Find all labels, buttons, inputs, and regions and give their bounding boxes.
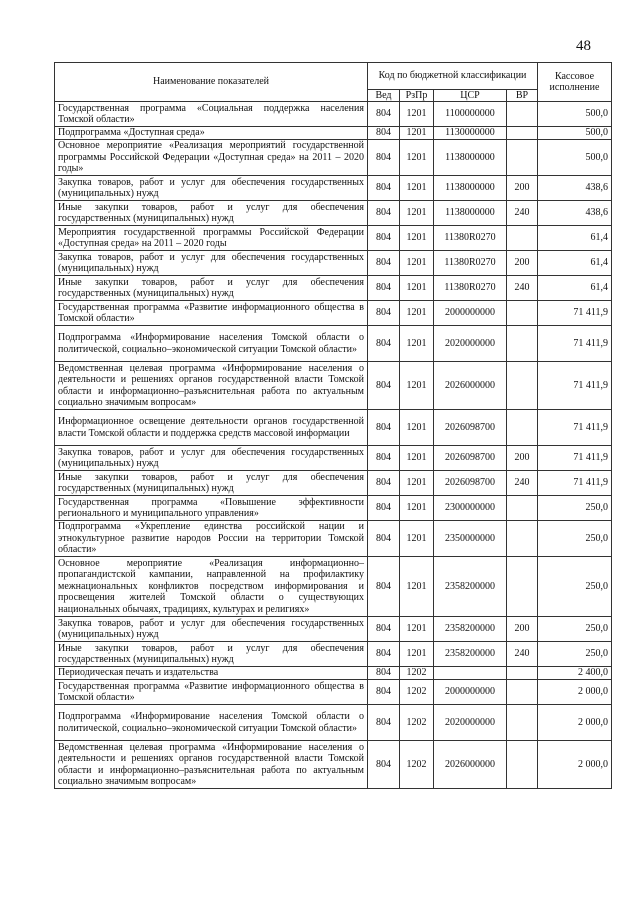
row-cash: 500,0 [538,127,612,140]
row-cash: 500,0 [538,140,612,176]
row-vr [507,301,538,326]
table-row [55,362,612,410]
row-rzpr: 1202 [400,705,434,741]
row-rzpr: 1201 [400,471,434,496]
row-rzpr: 1201 [400,326,434,362]
page-number: 48 [576,38,591,54]
row-cash: 2 400,0 [538,667,612,680]
header-rzpr: РзПр [400,90,434,102]
row-vr: 240 [507,642,538,667]
row-ved: 804 [368,226,400,251]
row-name: Иные закупки товаров, работ и услуг для обеспечения государственных (муниципальных) нужд [55,471,368,496]
row-vr [507,741,538,789]
row-name: Государственная программа «Развитие информационного общества в Томской области» [55,680,368,705]
row-cash: 250,0 [538,557,612,617]
row-vr: 200 [507,446,538,471]
row-cash: 438,6 [538,176,612,201]
row-ved: 804 [368,680,400,705]
table-row [55,140,612,176]
table-row [55,226,612,251]
row-ved: 804 [368,276,400,301]
header-csr: ЦСР [434,90,507,102]
row-csr: 11380R0270 [434,276,507,301]
row-name: Государственная программа «Развитие информационного общества в Томской области» [55,301,368,326]
row-ved: 804 [368,446,400,471]
row-vr [507,680,538,705]
row-rzpr: 1201 [400,301,434,326]
row-name: Закупка товаров, работ и услуг для обеспечения государственных (муниципальных) нужд [55,617,368,642]
row-cash: 438,6 [538,201,612,226]
row-name: Подпрограмма «Информирование населения Томской области о политической, социально–экономической ситуации Томской области» [55,326,368,362]
row-ved: 804 [368,521,400,557]
table-row [55,326,612,362]
header-code-group: Код по бюджетной классификации [368,63,538,90]
row-name: Иные закупки товаров, работ и услуг для обеспечения государственных (муниципальных) нужд [55,276,368,301]
row-ved: 804 [368,251,400,276]
row-name: Основное мероприятие «Реализация мероприятий государственной программы Российской Федерации «Доступная среда» на 2011 – 2020 годы» [55,140,368,176]
row-ved: 804 [368,140,400,176]
row-vr [507,140,538,176]
row-csr: 2358200000 [434,557,507,617]
table-row [55,201,612,226]
row-rzpr: 1201 [400,102,434,127]
row-csr: 2000000000 [434,680,507,705]
row-cash: 71 411,9 [538,410,612,446]
row-ved: 804 [368,741,400,789]
row-csr: 2300000000 [434,496,507,521]
row-cash: 250,0 [538,496,612,521]
row-rzpr: 1201 [400,410,434,446]
table-row [55,680,612,705]
row-cash: 250,0 [538,521,612,557]
row-ved: 804 [368,617,400,642]
row-csr: 1100000000 [434,102,507,127]
row-rzpr: 1201 [400,201,434,226]
row-cash: 500,0 [538,102,612,127]
table-row [55,521,612,557]
row-ved: 804 [368,705,400,741]
table-row [55,705,612,741]
row-csr: 2026000000 [434,362,507,410]
row-name: Подпрограмма «Доступная среда» [55,127,368,140]
row-csr: 2020000000 [434,705,507,741]
row-ved: 804 [368,557,400,617]
row-cash: 71 411,9 [538,471,612,496]
row-rzpr: 1201 [400,496,434,521]
row-csr: 11380R0270 [434,251,507,276]
row-rzpr: 1202 [400,680,434,705]
header-vr: ВР [507,90,538,102]
row-cash: 61,4 [538,251,612,276]
row-rzpr: 1202 [400,741,434,789]
row-name: Подпрограмма «Укрепление единства российской нации и этнокультурное развитие народов России на территории Томской области» [55,521,368,557]
table-row [55,557,612,617]
row-csr [434,667,507,680]
row-cash: 71 411,9 [538,362,612,410]
row-name: Закупка товаров, работ и услуг для обеспечения государственных (муниципальных) нужд [55,446,368,471]
row-cash: 2 000,0 [538,680,612,705]
row-rzpr: 1201 [400,176,434,201]
row-name: Периодическая печать и издательства [55,667,368,680]
row-cash: 2 000,0 [538,741,612,789]
header-cash: Кассовое исполнение [538,63,612,102]
row-rzpr: 1201 [400,276,434,301]
row-name: Иные закупки товаров, работ и услуг для обеспечения государственных (муниципальных) нужд [55,642,368,667]
row-name: Основное мероприятие «Реализация информационно–пропагандистской кампании, направленной на профилактику межнациональных конфликтов посредством информирования и просвещения жителей Томской области о существующих национальных обычаях, традициях, культурах и религиях» [55,557,368,617]
row-rzpr: 1201 [400,226,434,251]
row-vr [507,326,538,362]
row-csr: 2026098700 [434,471,507,496]
table-row [55,127,612,140]
row-vr [507,410,538,446]
row-vr [507,521,538,557]
row-rzpr: 1201 [400,251,434,276]
row-rzpr: 1201 [400,642,434,667]
row-ved: 804 [368,362,400,410]
row-cash: 71 411,9 [538,326,612,362]
table-row [55,301,612,326]
row-csr: 2358200000 [434,617,507,642]
row-ved: 804 [368,102,400,127]
row-ved: 804 [368,176,400,201]
row-vr: 240 [507,276,538,301]
row-ved: 804 [368,127,400,140]
row-csr: 2000000000 [434,301,507,326]
row-name: Информационное освещение деятельности органов государственной власти Томской области и поддержка средств массовой информации [55,410,368,446]
row-cash: 61,4 [538,276,612,301]
row-ved: 804 [368,496,400,521]
row-vr: 240 [507,471,538,496]
row-rzpr: 1201 [400,362,434,410]
row-vr [507,496,538,521]
table-row [55,446,612,471]
row-vr: 200 [507,176,538,201]
row-cash: 250,0 [538,617,612,642]
row-name: Закупка товаров, работ и услуг для обеспечения государственных (муниципальных) нужд [55,251,368,276]
row-csr: 2026098700 [434,446,507,471]
row-csr: 1138000000 [434,176,507,201]
table-row [55,176,612,201]
row-csr: 1138000000 [434,140,507,176]
table-row [55,251,612,276]
row-vr [507,557,538,617]
row-name: Мероприятия государственной программы Российской Федерации «Доступная среда» на 2011 – 2020 годы [55,226,368,251]
table-row [55,617,612,642]
row-rzpr: 1201 [400,127,434,140]
row-ved: 804 [368,410,400,446]
row-ved: 804 [368,471,400,496]
row-name: Ведомственная целевая программа «Информирование населения о деятельности и решениях органов государственной власти Томской области и информационно–разъяснительная работа по актуальным социально значимым вопросам» [55,741,368,789]
row-vr [507,102,538,127]
row-csr: 2026098700 [434,410,507,446]
table-row [55,276,612,301]
row-csr: 1138000000 [434,201,507,226]
row-vr [507,705,538,741]
row-ved: 804 [368,301,400,326]
row-ved: 804 [368,201,400,226]
row-rzpr: 1201 [400,521,434,557]
row-csr: 2358200000 [434,642,507,667]
header-name: Наименование показателей [55,63,368,102]
row-csr: 2350000000 [434,521,507,557]
row-vr [507,127,538,140]
row-csr: 2020000000 [434,326,507,362]
row-rzpr: 1201 [400,617,434,642]
row-rzpr: 1201 [400,446,434,471]
row-vr: 240 [507,201,538,226]
row-vr [507,226,538,251]
table-row [55,496,612,521]
row-vr: 200 [507,617,538,642]
row-ved: 804 [368,642,400,667]
row-rzpr: 1202 [400,667,434,680]
row-name: Государственная программа «Повышение эффективности регионального и муниципального управления» [55,496,368,521]
row-name: Государственная программа «Социальная поддержка населения Томской области» [55,102,368,127]
row-ved: 804 [368,667,400,680]
table-row [55,471,612,496]
table-row [55,642,612,667]
row-csr: 1130000000 [434,127,507,140]
row-vr [507,362,538,410]
table-row [55,102,612,127]
row-vr: 200 [507,251,538,276]
header-ved: Вед [368,90,400,102]
table-row [55,667,612,680]
row-csr: 11380R0270 [434,226,507,251]
row-name: Ведомственная целевая программа «Информирование населения о деятельности и решениях органов государственной власти Томской области и информационно–разъяснительная работа по актуальным социально значимым вопросам» [55,362,368,410]
budget-table [54,62,612,789]
row-rzpr: 1201 [400,140,434,176]
row-vr [507,667,538,680]
row-ved: 804 [368,326,400,362]
row-cash: 71 411,9 [538,301,612,326]
table-row [55,741,612,789]
row-name: Закупка товаров, работ и услуг для обеспечения государственных (муниципальных) нужд [55,176,368,201]
row-cash: 250,0 [538,642,612,667]
row-cash: 61,4 [538,226,612,251]
row-csr: 2026000000 [434,741,507,789]
row-rzpr: 1201 [400,557,434,617]
row-name: Иные закупки товаров, работ и услуг для обеспечения государственных (муниципальных) нужд [55,201,368,226]
row-name: Подпрограмма «Информирование населения Томской области о политической, социально–экономической ситуации Томской области» [55,705,368,741]
table-row [55,410,612,446]
row-cash: 2 000,0 [538,705,612,741]
row-cash: 71 411,9 [538,446,612,471]
